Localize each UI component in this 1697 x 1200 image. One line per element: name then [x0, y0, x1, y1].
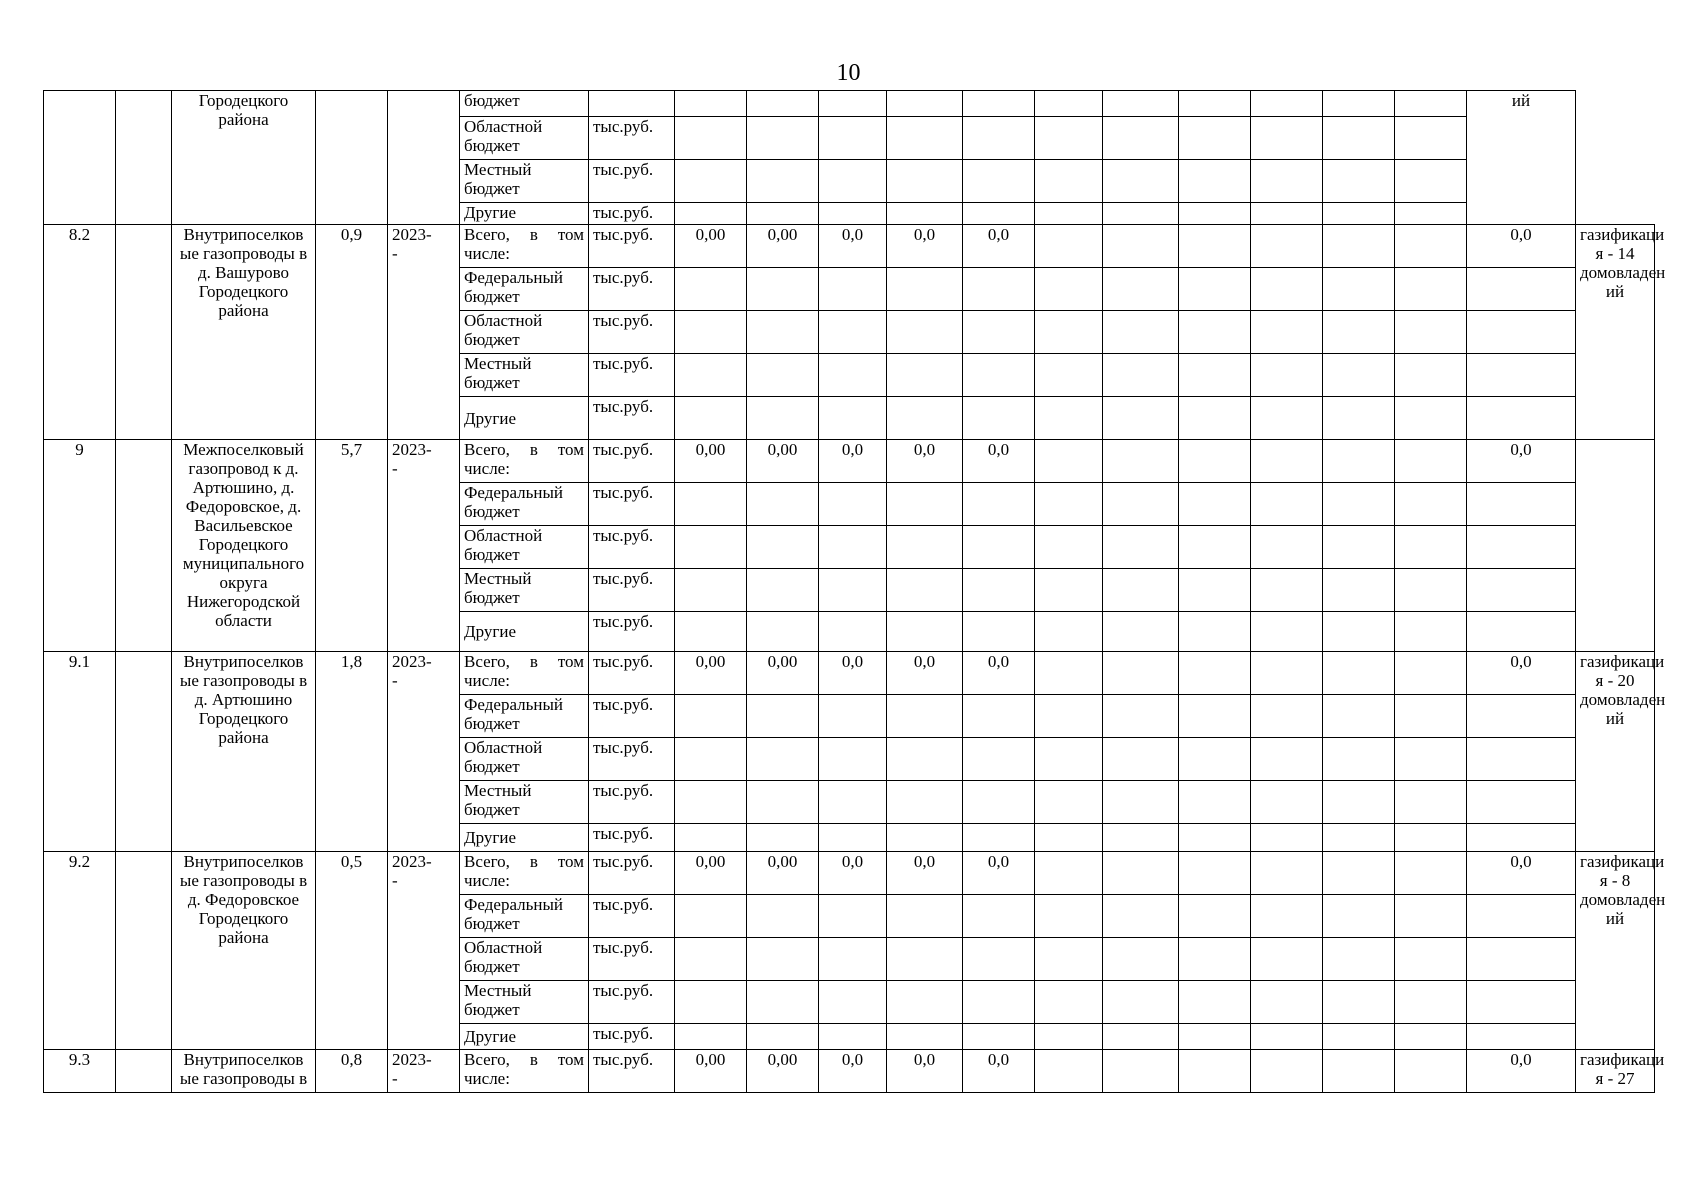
value-cell: 0,00 [747, 440, 819, 483]
value-cell: 0,0 [1467, 852, 1576, 895]
length-km: 0,8 [316, 1050, 388, 1093]
value-cell: 0,0 [1467, 1050, 1576, 1093]
period: 2023- - [388, 440, 460, 652]
value-cell: 0,00 [675, 225, 747, 268]
source-regional: Областной бюджет [460, 938, 589, 981]
length-km: 1,8 [316, 652, 388, 852]
source-total: Всего, в том числе: [460, 1050, 589, 1093]
source-local: Местный бюджет [460, 781, 589, 824]
source-regional: Областной бюджет [460, 311, 589, 354]
unit: тыс.руб. [589, 895, 675, 938]
value-cell: 0,0 [819, 225, 887, 268]
value-cell: 0,00 [747, 652, 819, 695]
unit: тыс.руб. [589, 938, 675, 981]
value-cell: 0,0 [963, 852, 1035, 895]
source-total: Всего, в том числе: [460, 440, 589, 483]
row-number: 9 [44, 440, 116, 652]
value-cell: 0,0 [963, 652, 1035, 695]
value-cell: 0,0 [887, 852, 963, 895]
value-cell: 0,00 [675, 852, 747, 895]
value-cell: 0,00 [675, 1050, 747, 1093]
unit: тыс.руб. [589, 852, 675, 895]
source-budget: бюджет [460, 91, 589, 117]
source-local: Местный бюджет [460, 981, 589, 1024]
value-cell: 0,0 [963, 440, 1035, 483]
value-cell: 0,0 [1467, 652, 1576, 695]
source-total: Всего, в том числе: [460, 652, 589, 695]
source-total: Всего, в том числе: [460, 225, 589, 268]
unit: тыс.руб. [589, 354, 675, 397]
value-cell: 0,00 [747, 1050, 819, 1093]
value-cell: 0,00 [747, 852, 819, 895]
value-cell: 0,0 [963, 225, 1035, 268]
length-km: 0,5 [316, 852, 388, 1050]
value-cell: 0,0 [819, 1050, 887, 1093]
unit: тыс.руб. [589, 397, 675, 440]
value-cell: 0,0 [887, 1050, 963, 1093]
unit: тыс.руб. [589, 781, 675, 824]
object-name: Городецкого района [172, 91, 316, 225]
source-federal: Федеральный бюджет [460, 483, 589, 526]
unit: тыс.руб. [589, 1024, 675, 1050]
object-name: Межпоселковый газопровод к д. Артюшино, д. Федоровское, д. Васильевское Городецкого муниципального округа Нижегородской области [172, 440, 316, 652]
budget-table [43, 90, 1666, 1093]
unit: тыс.руб. [589, 311, 675, 354]
value-cell: 0,0 [819, 440, 887, 483]
unit: тыс.руб. [589, 225, 675, 268]
length-km: 5,7 [316, 440, 388, 652]
unit: тыс.руб. [589, 160, 675, 203]
row-number: 9.3 [44, 1050, 116, 1093]
object-name: Внутрипоселков ые газопроводы в д. Федоровское Городецкого района [172, 852, 316, 1050]
value-cell: 0,0 [887, 225, 963, 268]
unit: тыс.руб. [589, 652, 675, 695]
unit: тыс.руб. [589, 268, 675, 311]
result-text: газификаци я - 8 домовладен ий [1576, 852, 1655, 1050]
unit: тыс.руб. [589, 738, 675, 781]
unit: тыс.руб. [589, 824, 675, 852]
source-local: Местный бюджет [460, 160, 589, 203]
unit: тыс.руб. [589, 483, 675, 526]
table-row [44, 652, 1655, 695]
source-other: Другие [460, 824, 589, 852]
source-other: Другие [460, 1024, 589, 1050]
value-cell: 0,0 [1467, 225, 1576, 268]
object-name: Внутрипоселков ые газопроводы в д. Вашурово Городецкого района [172, 225, 316, 440]
table-row [44, 1050, 1655, 1093]
period: 2023- - [388, 852, 460, 1050]
row-number: 8.2 [44, 225, 116, 440]
source-federal: Федеральный бюджет [460, 895, 589, 938]
unit: тыс.руб. [589, 1050, 675, 1093]
unit: тыс.руб. [589, 203, 675, 225]
object-name: Внутрипоселков ые газопроводы в [172, 1050, 316, 1093]
source-other: Другие [460, 612, 589, 652]
value-cell: 0,0 [887, 652, 963, 695]
value-cell: 0,00 [675, 652, 747, 695]
source-federal: Федеральный бюджет [460, 695, 589, 738]
row-number: 9.1 [44, 652, 116, 852]
table-row [44, 440, 1655, 483]
value-cell: 0,0 [819, 652, 887, 695]
table-row [44, 91, 1655, 117]
source-other: Другие [460, 397, 589, 440]
table-row [44, 225, 1655, 268]
unit: тыс.руб. [589, 440, 675, 483]
value-cell: 0,0 [887, 440, 963, 483]
unit: тыс.руб. [589, 981, 675, 1024]
unit: тыс.руб. [589, 695, 675, 738]
value-cell: 0,0 [1467, 440, 1576, 483]
value-cell: 0,0 [819, 852, 887, 895]
source-regional: Областной бюджет [460, 526, 589, 569]
object-name: Внутрипоселков ые газопроводы в д. Артюшино Городецкого района [172, 652, 316, 852]
length-km: 0,9 [316, 225, 388, 440]
value-cell: 0,0 [963, 1050, 1035, 1093]
unit: тыс.руб. [589, 569, 675, 612]
value-cell: 0,00 [675, 440, 747, 483]
value-cell: 0,00 [747, 225, 819, 268]
table-row [44, 852, 1655, 895]
source-local: Местный бюджет [460, 354, 589, 397]
result-text: газификаци я - 20 домовладен ий [1576, 652, 1655, 852]
row-number: 9.2 [44, 852, 116, 1050]
source-federal: Федеральный бюджет [460, 268, 589, 311]
result-text: ий [1467, 91, 1576, 225]
source-regional: Областной бюджет [460, 738, 589, 781]
result-text: газификаци я - 14 домовладен ий [1576, 225, 1655, 440]
period: 2023- - [388, 1050, 460, 1093]
unit: тыс.руб. [589, 117, 675, 160]
period: 2023- - [388, 225, 460, 440]
period: 2023- - [388, 652, 460, 852]
result-text: газификаци я - 27 [1576, 1050, 1655, 1093]
unit: тыс.руб. [589, 612, 675, 652]
source-total: Всего, в том числе: [460, 852, 589, 895]
page-number: 10 [836, 60, 861, 86]
source-other: Другие [460, 203, 589, 225]
unit: тыс.руб. [589, 526, 675, 569]
source-local: Местный бюджет [460, 569, 589, 612]
source-regional: Областной бюджет [460, 117, 589, 160]
